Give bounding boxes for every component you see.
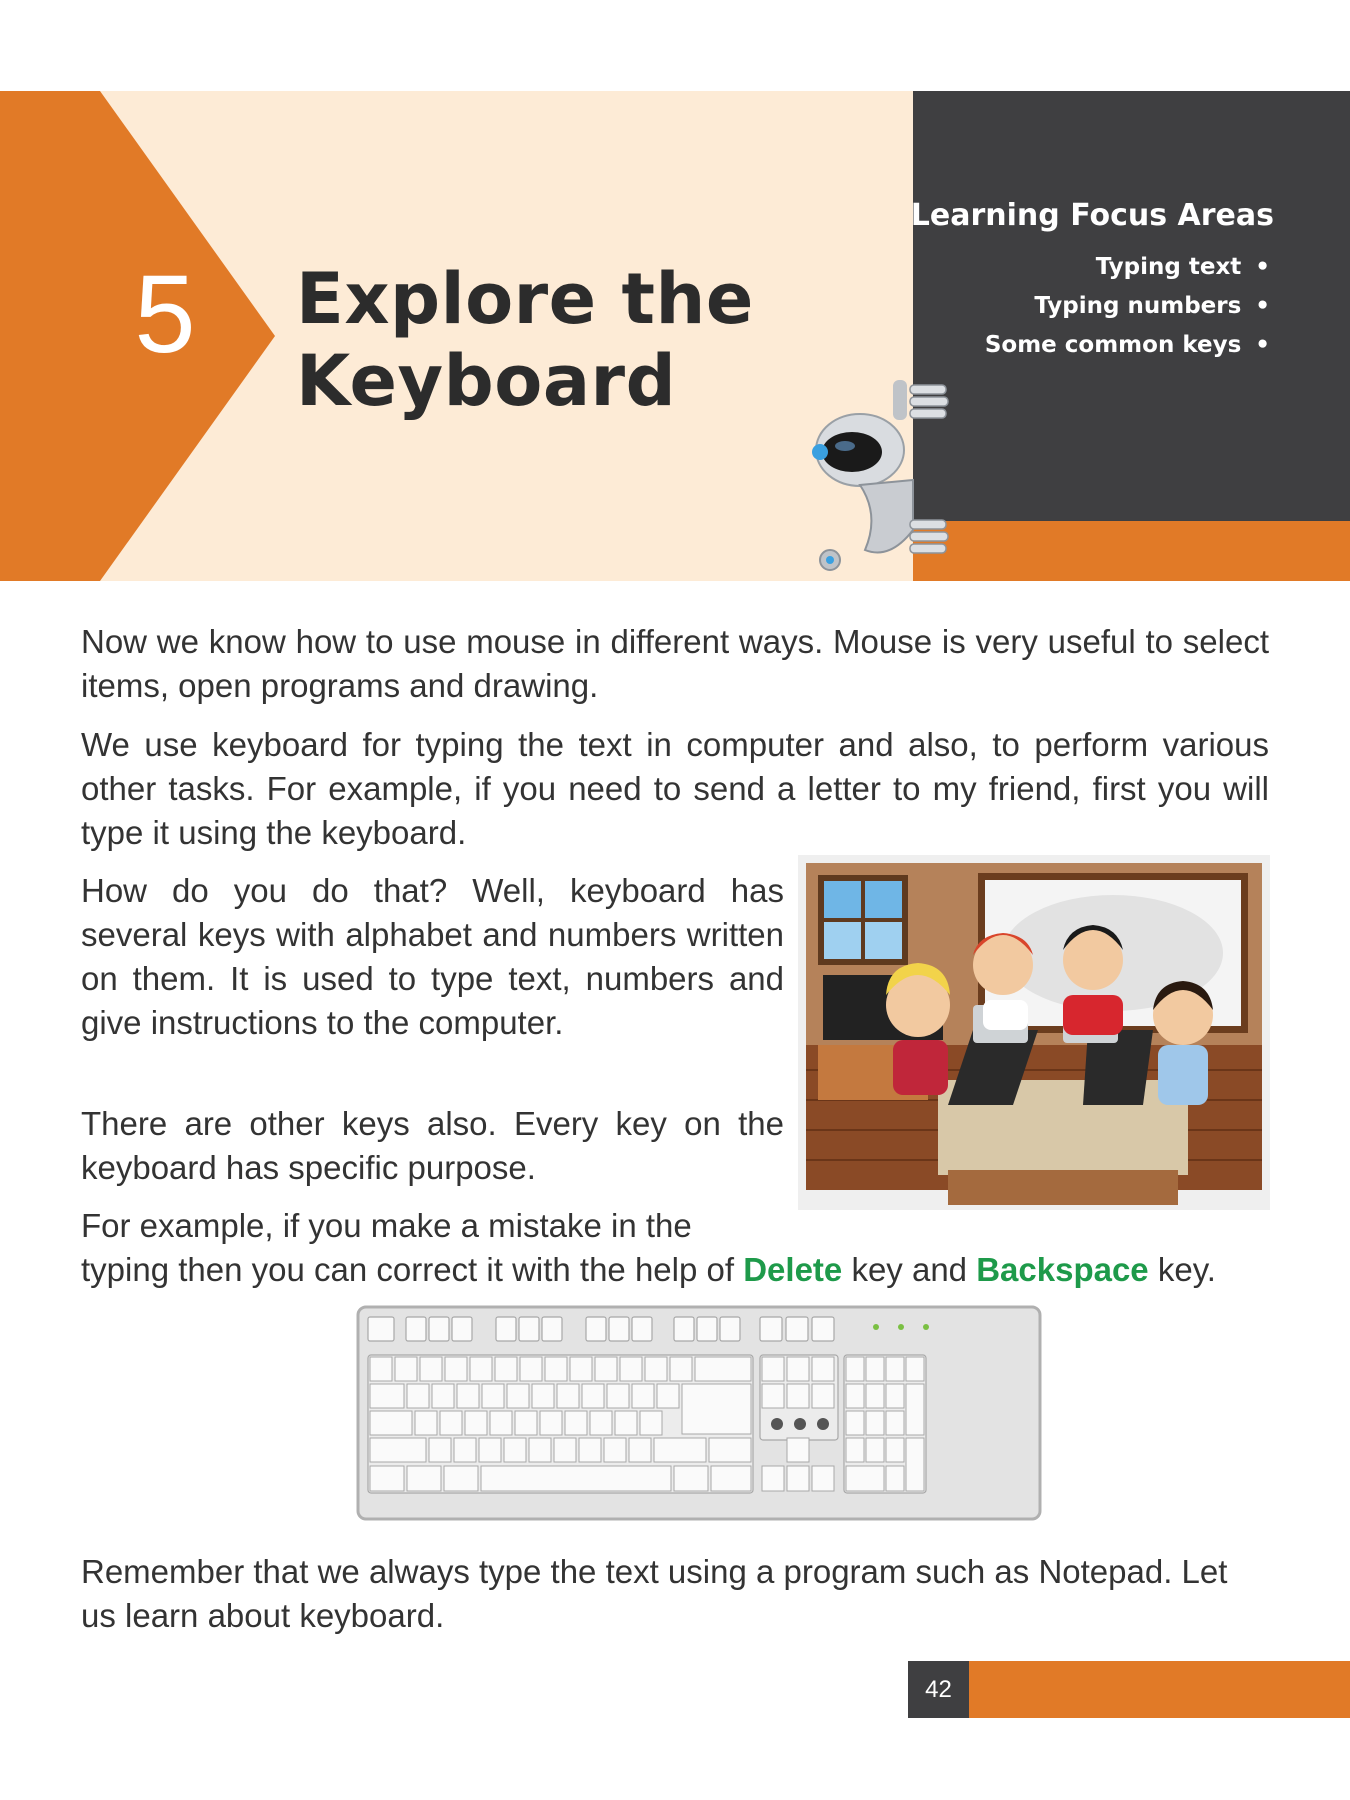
footer-strip xyxy=(969,1661,1350,1718)
focus-list xyxy=(985,248,1270,365)
keyboard-illustration xyxy=(356,1305,1042,1523)
paragraph-5-line2: typing then you can correct it with the help of Delete key and Backspace key. xyxy=(81,1251,1216,1288)
paragraph-4: There are other keys also. Every key on the keyboard has specific purpose. xyxy=(81,1105,784,1186)
focus-item: Typing text • xyxy=(1095,254,1270,280)
paragraph-1: Now we know how to use mouse in different ways. Mouse is very useful to select items, open programs and drawing. xyxy=(81,623,1269,704)
paragraph-3: How do you do that? Well, keyboard has several keys with alphabet and numbers written on them. It is used to type text, numbers and give instructions to the computer. xyxy=(81,872,784,1041)
backspace-key-term: Backspace xyxy=(976,1251,1149,1288)
paragraph-2: We use keyboard for typing the text in computer and also, to perform various other tasks. For example, if you need to send a letter to my friend, first you will type it using the keyboard. xyxy=(81,726,1269,851)
focus-panel-strip xyxy=(913,521,1350,581)
delete-key-term: Delete xyxy=(743,1251,843,1288)
chapter-number: 5 xyxy=(134,253,196,376)
focus-heading: Learning Focus Areas xyxy=(910,198,1274,233)
paragraph-5-line1: For example, if you make a mistake in the xyxy=(81,1207,692,1244)
focus-item: Some common keys • xyxy=(984,332,1270,358)
paragraph-6: Remember that we always type the text using a program such as Notepad. Let us learn about keyboard. xyxy=(81,1553,1228,1634)
children-computer-illustration xyxy=(798,855,1270,1210)
chapter-title-line2: Keyboard xyxy=(296,340,677,422)
robot-illustration xyxy=(790,380,965,580)
page-number: 42 xyxy=(908,1661,969,1718)
focus-item: Typing numbers • xyxy=(1034,293,1270,319)
chapter-title-line1: Explore the xyxy=(296,258,754,340)
chapter-title xyxy=(296,258,754,422)
